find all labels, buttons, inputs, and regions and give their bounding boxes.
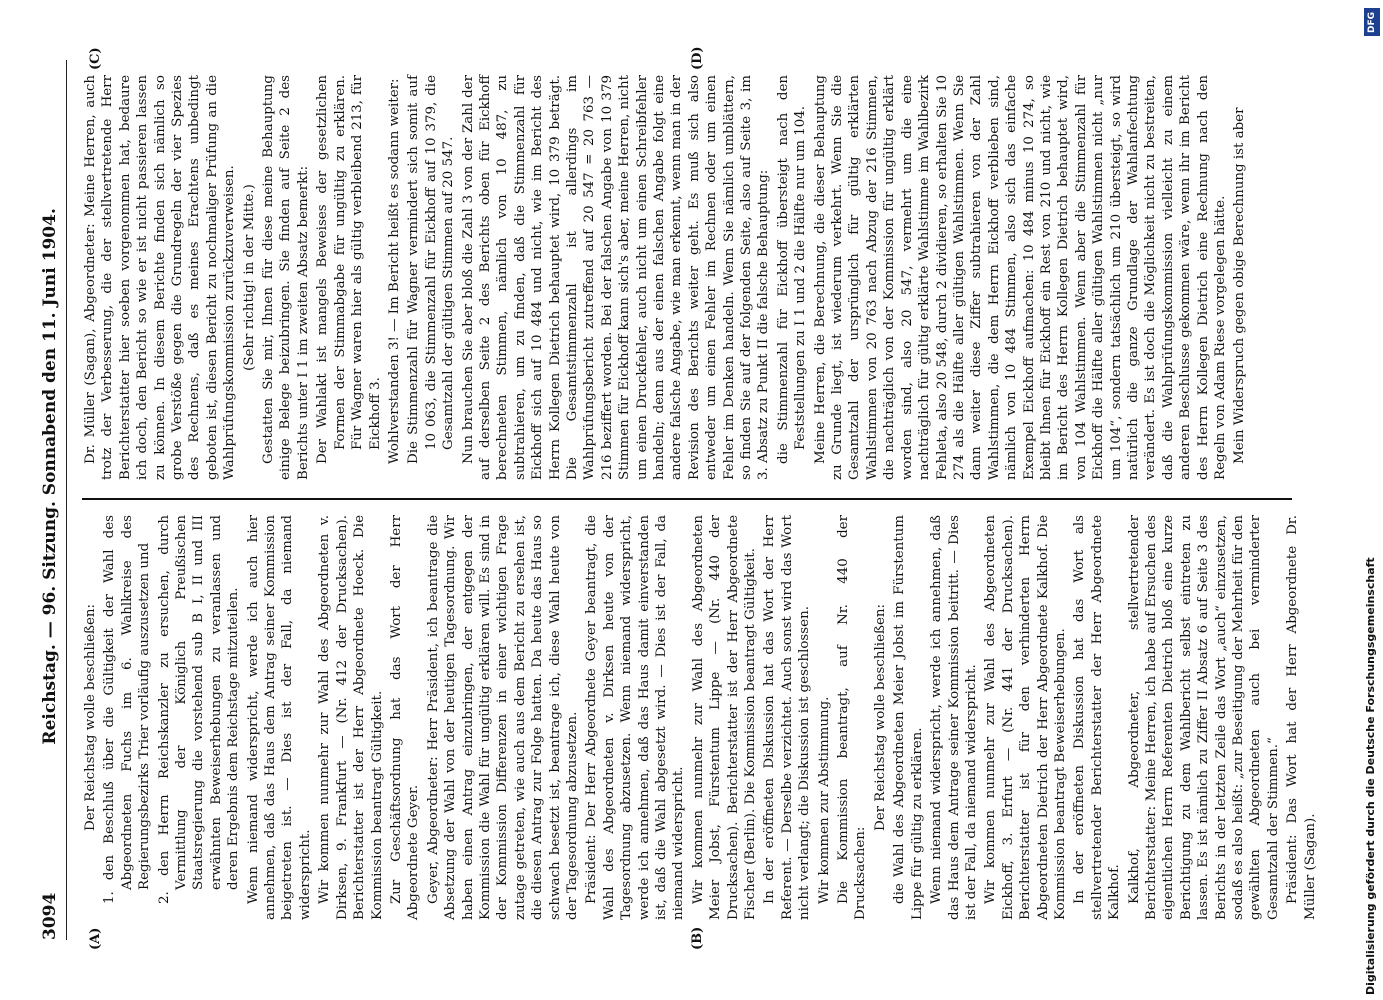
paragraph: Der Reichstag wolle beschließen:: [83, 603, 98, 832]
paragraph: Meine Herren, die Berechnung, die dieser Behauptung zu Grunde liegt, ist wiederum verkehrt. Wenn Sie die Gesamtzahl der ursprünglich für gültig erklärten Wahlstimmen von 20 763 nach Abzug der 216 Stimmen, die nachträglich von der Kommission für ungültig erklärt worden sind, also 20 547, vermehrt um die eine nachträglich für gültig erklärte Wahlstimme im Wahlbezirk Fehleta, also 20 548, durch 2 dividieren, so erhalten Sie 10 274 als die Hälfte aller gültigen Wahlstimmen. Wenn Sie dann weiter diese Ziffer subtrahieren von der Zahl Wahlstimmen, die dem Herrn Eickhoff verblieben sind, nämlich von 10 484 Stimmen, also sich das einfache Exempel Eickhoff aufmachen: 10 484 minus 10 274, so bleibt Ihnen für Eickhoff ein Rest von 210 und nicht, wie im Bericht des Herrn Kollegen Dietrich behauptet wird, von 104 Wahlstimmen. Wenn aber die Stimmenzahl für Eickhoff die Hälfte aller gültigen Wahlstimmen nicht „nur um 104“, sondern tatsächlich um 210 übersteigt, so wird natürlich die ganze Grundlage der Wahlanfechtung verändert. Es ist doch die Möglichkeit nicht zu bestreiten, daß die Wahlprüfungskommission vielleicht zu einem anderen Beschlusse gekommen wäre, wenn ihr im Bericht des Herrn Kollegen Dietrich eine Rechnung nach den Regeln von Adam Riese vorgelegen hätte.: [812, 75, 1228, 480]
paragraph: Nun brauchen Sie aber bloß die Zahl 3 von der Zahl der auf derselben Seite 2 des Berichts oben für Eickhoff berechneten Stimmen, nämlich von 10 487, zu subtrahieren, um zu finden, daß die Stimmenzahl für Eickhoff sich auf 10 484 und nicht, wie im Bericht des Herrn Kollegen Dietrich behauptet wird, 10 379 beträgt. Die Gesamtstimmenzahl ist allerdings im Wahlprüfungsbericht zutreffend auf 20 547 = 20 763 — 216 beziffert worden. Bei der falschen Angabe von 10 379 Stimmen für Eickhoff kann sich's aber, meine Herren, nicht um einen Druckfehler, auch nicht um einen Schreibfehler handeln; denn aus der einen falschen Angabe folgt eine andere falsche Angabe, wie man erkennt, wenn man in der Revision des Berichts weiter geht. Es muß sich also entweder um einen Fehler im Rechnen oder um einen Fehler im Denken handeln. Wenn Sie nämlich umblättern, so finden Sie auf der folgenden Seite, also auf Seite 3, im 3. Absatz zu Punkt II die falsche Behauptung:: [460, 75, 772, 480]
paragraph: Die Kommission beantragt, auf Nr. 440 der Drucksachen:: [836, 515, 869, 920]
paragraph: Der Reichstag wolle beschließen:: [872, 603, 888, 832]
quote: Der Wahlakt ist mangels Beweises der gesetzlichen Formen der Stimmabgabe für ungültig zu erklären. Für Wagner waren hier als gültig verbleibend 213, für Eickhoff 3.: [315, 75, 383, 464]
margin-mark-b: (B): [690, 926, 705, 950]
list-item: 2. den Herrn Reichskanzler zu ersuchen, durch Vermittlung der Königlich Preußischen Staatsregierung die vorstehend sub B I, II und III erwähnten Beweiserhebungen zu veranlassen und deren Ergebnis dem Reichstage mitzuteilen.: [156, 515, 242, 904]
quote: die Stimmenzahl für Eickhoff übersteigt nach den Feststellungen zu I 1 und 2 die Hälfte nur um 104.: [775, 75, 809, 464]
list-item: 1. den Beschluß über die Gültigkeit der Wahl des Abgeordneten Fuchs im 6. Wahlkreise des Regierungsbezirks Trier vorläufig auszusetzen und: [102, 515, 153, 904]
paragraph: Wir kommen nunmehr zur Wahl des Abgeordneten Meier Jobst, Fürstentum Lippe — (Nr. 440 der Drucksachen). Berichterstatter ist der Herr Abgeordnete Fischer (Berlin). Die Kommission beantragt Gültigkeit.: [690, 515, 759, 920]
quote: Die Stimmenzahl für Wagner vermindert sich somit auf 10 063, die Stimmenzahl für Eickhoff auf 10 379, die Gesamtzahl der gültigen Stimmen auf 20 547.: [406, 75, 457, 464]
paragraph: Kalkhof, Abgeordneter, stellvertretender Berichterstatter: Meine Herren, ich habe auf Ersuchen des eigentlichen Herrn Referenten Dietrich bloß eine kurze Berichtigung zu dem Wahlbericht selbst eintreten zu lassen. Es ist nämlich zu Ziffer II Absatz 6 auf Seite 3 des Berichts in der letzten Zeile das Wort „auch“ einzusetzen, sodaß es also heißt: „zur Beseitigung der Mehrheit für den gewählten Abgeordneten auch bei verminderter Gesamtzahl der Stimmen.“: [1126, 515, 1281, 920]
paragraph: Dr. Müller (Sagan), Abgeordneter: Meine Herren, auch trotz der Verbesserung, die der stellvertretende Herr Berichterstatter hier soeben vorgenommen hat, bedaure ich doch, den Bericht so wie er ist nicht passieren lassen zu können. In diesem Berichte finden sich nämlich so grobe Verstöße gegen die Grundregeln der vier Spezies des Rechnens, daß es meines Erachtens unbedingt geboten ist, diesen Bericht zu nochmaliger Prüfung an die Wahlprüfungskommission zurückzuverweisen.: [83, 75, 238, 480]
margin-mark-c: (C): [88, 47, 103, 70]
dfg-logo: DFG: [1364, 8, 1380, 36]
paragraph: Mein Widerspruch gegen obige Berechnung ist aber: [1232, 107, 1248, 464]
right-column: [82, 75, 1251, 480]
paragraph: Zur Geschäftsordnung hat das Wort der Herr Abgeordnete Geyer.: [388, 515, 422, 920]
paragraph: In der eröffneten Diskussion hat das Wort als stellvertretender Berichterstatter der Herr Abgeordnete Kalkhof.: [1072, 515, 1123, 920]
paragraph: Präsident: Das Wort hat der Herr Abgeordnete Dr. Müller (Sagan).: [1285, 515, 1318, 920]
header-rule: [66, 60, 67, 940]
paragraph: Geyer, Abgeordneter: Herr Präsident, ich beantrage die Absetzung der Wahl von der heutigen Tagesordnung. Wir haben einen Antrag einzubringen, der entgegen der Kommission die Wahl für ungültig erklären will. Es sind in der Kommission Differenzen in einer wichtigen Frage zutage getreten, wie auch aus dem Bericht zu ersehen ist, die diesen Antrag zur Folge hatten. Da heute das Haus so schwach besetzt ist, beantrage ich, diese Wahl heute von der Tagesordnung abzusetzen.: [425, 515, 580, 920]
margin-mark-d: (D): [690, 46, 705, 70]
paragraph: die Wahl des Abgeordneten Meier Jobst im Fürstentum Lippe für gültig zu erklären.: [892, 515, 925, 920]
page-title: Reichstag. — 96. Sitzung. Sonnabend den 11. Juni 1904.: [40, 208, 60, 745]
paragraph: Präsident: Der Herr Abgeordnete Geyer beantragt, die Wahl des Abgeordneten v. Dirksen heute von der Tagesordnung abzusetzen. Wenn niemand widerspricht, werde ich annehmen, daß das Haus damit einverstanden ist, daß die Wahl abgesetzt wird. — Dies ist der Fall, da niemand widerspricht.: [584, 515, 687, 920]
page-header: [40, 60, 62, 940]
paragraph: In der eröffneten Diskussion hat das Wort der Herr Referent. — Derselbe verzichtet. Auch sonst wird das Wort nicht verlangt; die Diskussion ist geschlossen.: [762, 515, 813, 920]
digitization-note: Digitalisierung gefördert durch die Deutsche Forschungsgemeinschaft: [1364, 557, 1377, 995]
paragraph: Wir kommen zur Abstimmung.: [816, 696, 832, 904]
paragraph: (Sehr richtig! in der Mitte.): [241, 184, 257, 371]
margin-mark-a: (A): [88, 927, 103, 950]
page-number: 3094: [40, 892, 60, 940]
column-divider: [82, 498, 1292, 500]
paragraph: Wir kommen nunmehr zur Wahl des Abgeordneten v. Dirksen, 9. Frankfurt — (Nr. 412 der Drucksachen). Berichterstatter ist der Herr Abgeordnete Hoeck. Die Kommission beantragt Gültigkeit.: [317, 515, 385, 920]
left-column: [82, 515, 1321, 920]
paragraph: Wenn niemand widerspricht, werde ich annehmen, daß das Haus dem Antrage seiner Kommission beitritt. — Dies ist der Fall, da niemand widerspricht.: [929, 515, 979, 920]
paragraph: Gestatten Sie mir, Ihnen für diese meine Behauptung einige Belege beizubringen. Sie finden auf Seite 2 des Berichts unter I 1 im zweiten Absatz bemerkt:: [261, 75, 311, 480]
paragraph: Wenn niemand widerspricht, werde ich auch hier annehmen, daß das Haus dem Antrag seiner Kommission beigetreten ist. — Dies ist der Fall, da niemand widerspricht.: [245, 515, 313, 920]
paragraph: Wohlverstanden 3! — Im Bericht heißt es sodann weiter:: [386, 78, 402, 464]
paragraph: Wir kommen nunmehr zur Wahl des Abgeordneten Eickhoff, 3. Erfurt — (Nr. 441 der Drucksachen). Berichterstatter ist für den verhinderten Herrn Abgeordneten Dietrich der Herr Abgeordnete Kalkhof. Die Kommission beantragt Beweiserhebungen.: [983, 515, 1068, 920]
